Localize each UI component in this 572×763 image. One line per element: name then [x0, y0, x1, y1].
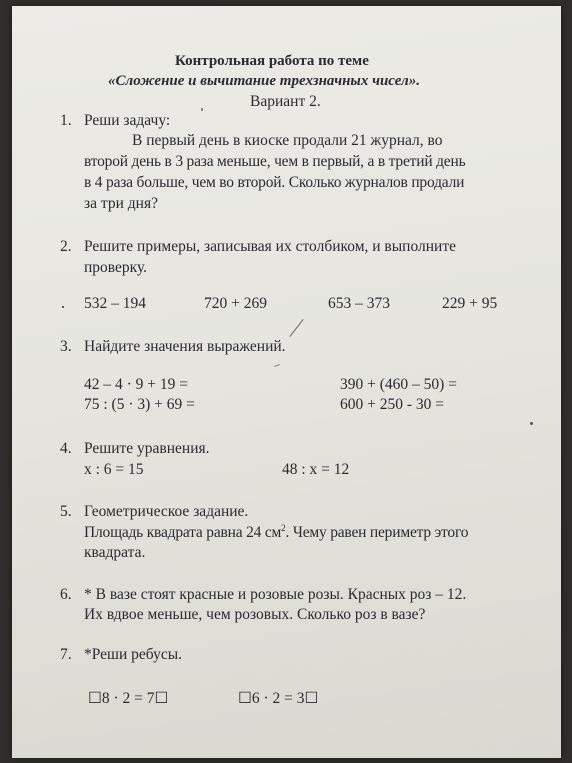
task-2-number: 2.	[60, 238, 72, 255]
task-1-number: 1.	[60, 112, 72, 129]
task-6-number: 6.	[60, 586, 72, 603]
task-6-line: * В вазе стоят красные и розовые розы. Красных роз – 12.	[84, 586, 467, 603]
expression-4: 600 + 250 - 30 =	[340, 396, 445, 413]
example-3: 653 – 373	[328, 295, 390, 312]
task-5-line	[84, 523, 468, 542]
task-7-heading: *Реши ребусы.	[84, 646, 182, 663]
task-5-line-start: Площадь квадрата равна 24 см	[84, 524, 282, 542]
equation-2: 48 : x = 12	[282, 461, 350, 478]
worksheet-topic: «Сложение и вычитание трехзначных чисел».	[108, 73, 420, 89]
pen-dot	[201, 108, 203, 111]
rebus-2: ☐6 · 2 = 3☐	[238, 690, 319, 707]
worksheet-paper	[12, 6, 561, 758]
rebus-1: ☐8 · 2 = 7☐	[88, 690, 169, 707]
task-1-line: за три дня?	[84, 195, 158, 212]
expression-3: 75 : (5 · 3) + 69 =	[84, 396, 195, 413]
equation-1: x : 6 = 15	[84, 461, 144, 478]
task-1-line: второй день в 3 раза меньше, чем в первый, а в третий день	[84, 153, 466, 170]
example-4: 229 + 95	[442, 295, 498, 312]
task-1-line: В первый день в киоске продали 21 журнал, во	[132, 132, 443, 149]
task-6-line: Их вдвое меньше, чем розовых. Сколько роз в вазе?	[84, 606, 426, 623]
task-2-line: Решите примеры, записывая их столбиком, и выполните	[84, 238, 456, 255]
example-1: 532 – 194	[84, 295, 146, 312]
variant-label: Вариант 2.	[250, 93, 321, 110]
task-5-number: 5.	[60, 503, 72, 520]
task-1-heading: Реши задачу:	[84, 112, 171, 129]
task-4-heading: Решите уравнения.	[84, 440, 210, 457]
square-superscript: 2	[281, 523, 286, 533]
pen-stroke	[274, 364, 280, 367]
task-5-line: квадрата.	[84, 544, 146, 561]
task-7-number: 7.	[60, 646, 72, 663]
pen-dot	[62, 306, 64, 308]
worksheet-title: Контрольная работа по теме	[175, 53, 369, 69]
task-3-heading: Найдите значения выражений.	[84, 338, 286, 355]
task-3-number: 3.	[60, 338, 72, 355]
task-4-number: 4.	[60, 440, 72, 457]
task-5-heading: Геометрическое задание.	[84, 503, 249, 520]
task-2-line: проверку.	[84, 259, 148, 276]
pen-dot	[530, 422, 533, 425]
pen-stroke	[289, 319, 303, 337]
task-1-line: в 4 раза больше, чем во второй. Сколько журналов продали	[84, 174, 465, 191]
expression-1: 42 – 4 · 9 + 19 =	[84, 376, 189, 393]
expression-2: 390 + (460 – 50) =	[340, 376, 457, 393]
task-5-line-end: . Чему равен периметр этого	[285, 524, 469, 542]
example-2: 720 + 269	[204, 295, 267, 312]
